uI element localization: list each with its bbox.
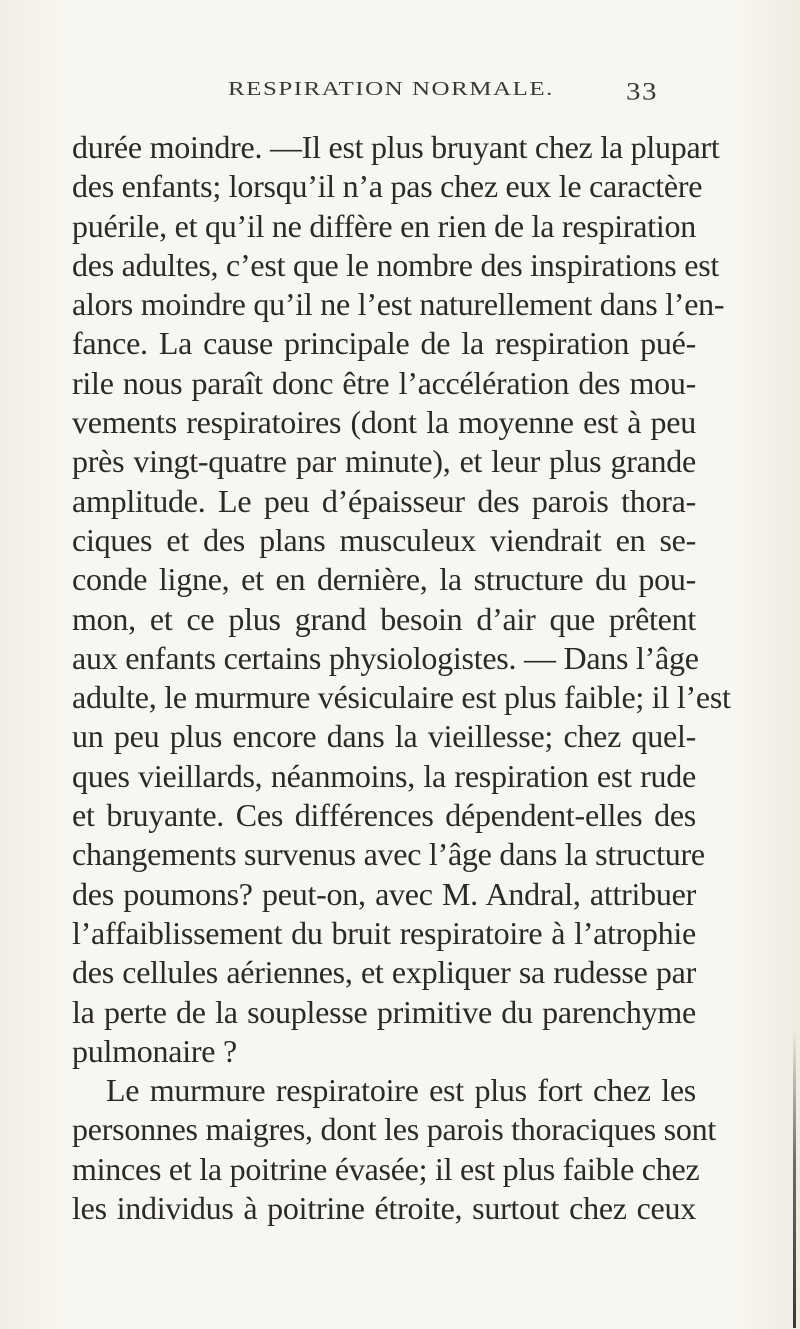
text-line: personnes maigres, dont les parois thoraciques sont [72,1111,716,1148]
text-line: puérile, et qu’il ne diffère en rien de la respiration [72,207,696,244]
text-line: adulte, le murmure vésiculaire est plus faible; il l’est [72,679,731,716]
text-line: et bruyante. Ces différences dépendent-elles des [72,797,696,834]
text-line: un peu plus encore dans la vieillesse; chez quel- [72,718,696,755]
text-line: aux enfants certains physiologistes. — Dans l’âge [72,639,699,676]
text-line: ciques et des plans musculeux viendrait en se- [72,521,696,558]
text-line: la perte de la souplesse primitive du parenchyme [72,993,696,1030]
page-number: 33 [626,78,658,106]
text-line: ques vieillards, néanmoins, la respiration est rude [72,757,696,794]
text-line: changements survenus avec l’âge dans la structure [72,836,705,873]
body-text [72,128,731,1228]
text-line: des poumons? peut-on, avec M. Andral, attribuer [72,875,696,912]
text-line: vements respiratoires (dont la moyenne est à peu [72,404,696,441]
text-line: l’affaiblissement du bruit respiratoire à l’atrophie [72,914,696,951]
text-line: alors moindre qu’il ne l’est naturellement dans l’en- [72,286,725,323]
text-line: les individus à poitrine étroite, surtout chez ceux [72,1190,696,1227]
text-line: rile nous paraît donc être l’accélération des mou- [72,364,696,401]
running-head [228,78,658,112]
text-line: conde ligne, et en dernière, la structure du pou- [72,561,696,598]
text-line: fance. La cause principale de la respiration pué- [72,325,696,362]
text-line: durée moindre. —Il est plus bruyant chez la plupart [72,129,720,165]
text-line: des adultes, c’est que le nombre des inspirations est [72,246,720,283]
page-edge-shadow [793,1028,796,1328]
text-line: mon, et ce plus grand besoin d’air que prêtent [72,600,696,637]
text-line: des enfants; lorsqu’il n’a pas chez eux le caractère [72,168,703,205]
text-line: des cellules aériennes, et expliquer sa rudesse par [72,954,696,991]
running-title: RESPIRATION NORMALE. [228,78,554,101]
text-line: pulmonaire ? [72,1032,237,1069]
text-line: amplitude. Le peu d’épaisseur des parois thora- [72,482,696,519]
text-line: près vingt-quatre par minute), et leur plus grande [72,443,696,480]
text-line: minces et la poitrine évasée; il est plus faible chez [72,1150,700,1187]
text-line: Le murmure respiratoire est plus fort chez les [106,1072,696,1109]
